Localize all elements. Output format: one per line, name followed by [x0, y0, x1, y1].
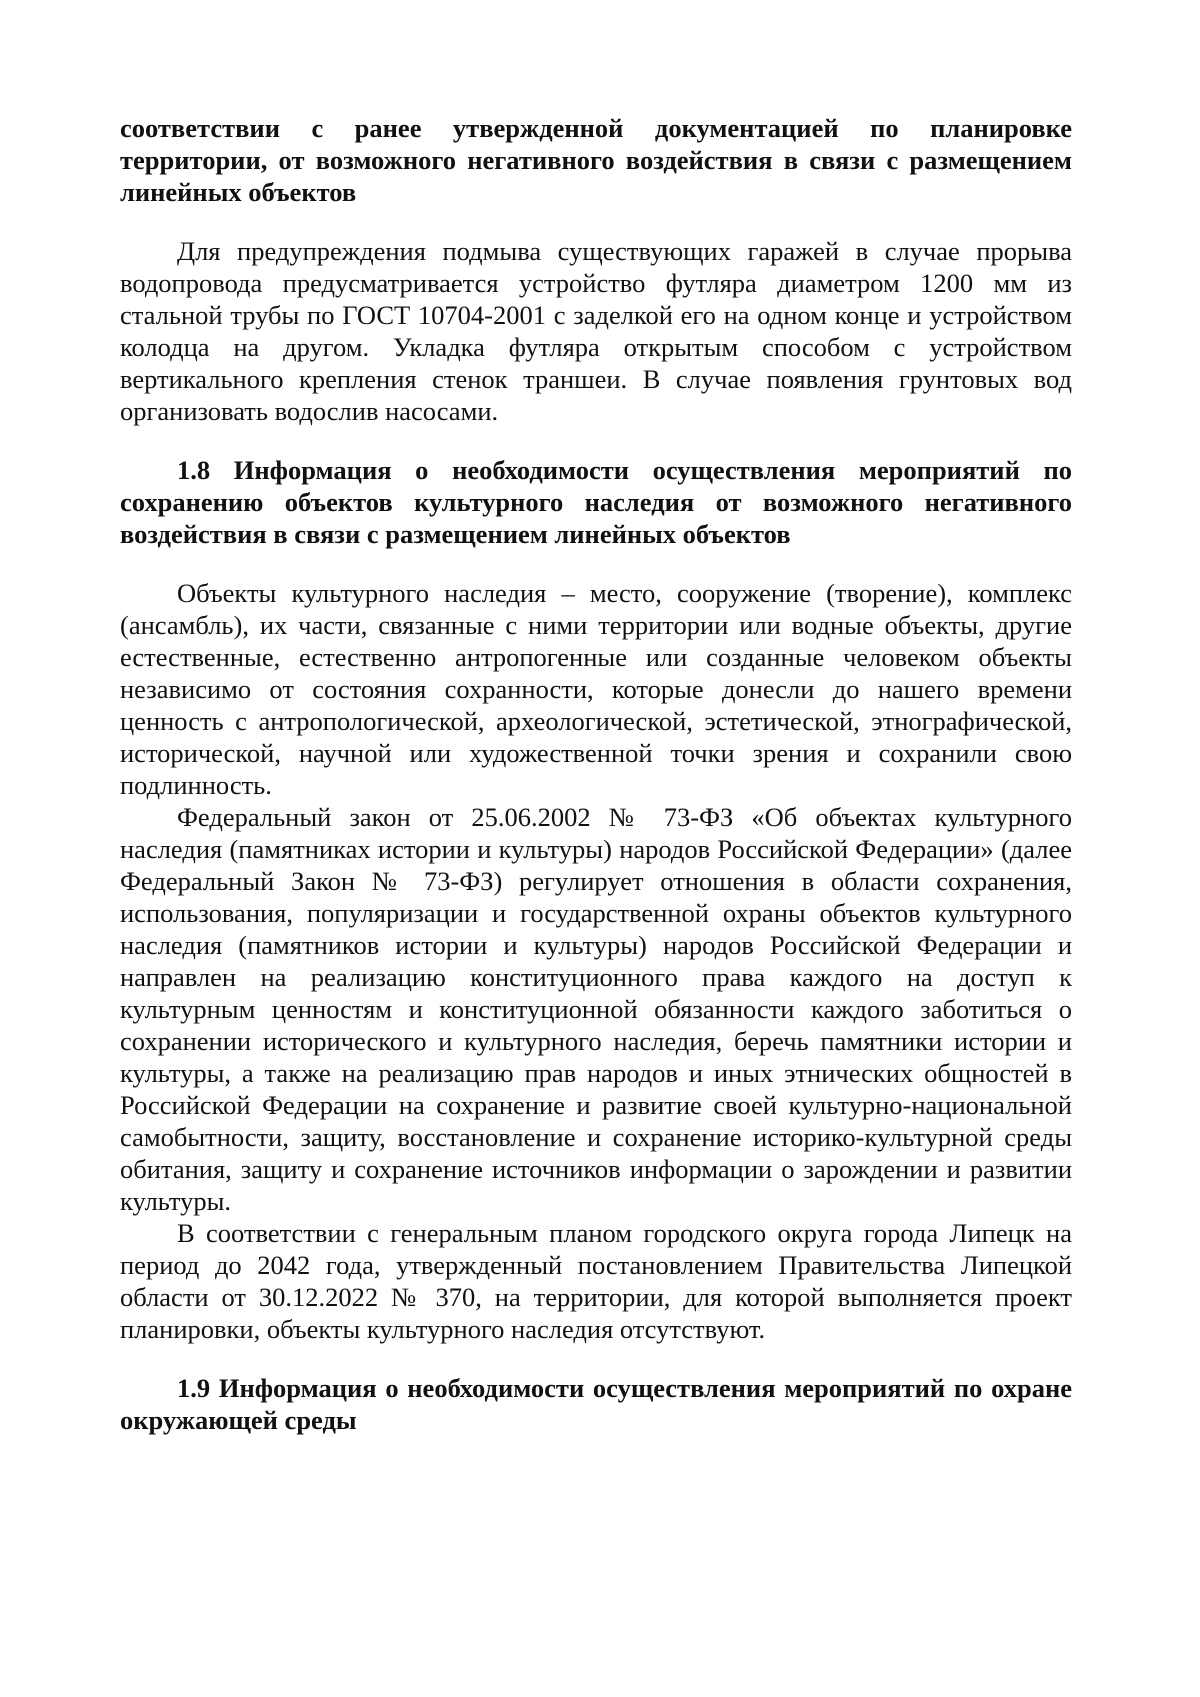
intro-paragraph: Для предупреждения подмыва существующих гаражей в случае прорыва водопровода предусматривается устройство футляра диаметром 1200 мм из стальной трубы по ГОСТ 10704-2001 с заделкой его на одном конце и устройством колодца на другом. Укладка футляра открытым способом с устройством вертикального крепления стенок траншеи. В случае появления грунтовых вод организовать водослив насосами. [120, 236, 1072, 426]
continued-heading: соответствии с ранее утвержденной документацией по планировке территории, от возможного негативного воздействия в связи с размещением линейных объектов [120, 113, 1072, 207]
section-1-8-heading: 1.8 Информация о необходимости осуществления мероприятий по сохранению объектов культурного наследия от возможного негативного воздействия в связи с размещением линейных объектов [120, 455, 1072, 549]
section-1-9-heading: 1.9 Информация о необходимости осуществления мероприятий по охране окружающей среды [120, 1373, 1072, 1435]
section-1-8-paragraph-2: Федеральный закон от 25.06.2002 № 73-ФЗ «Об объектах культурного наследия (памятниках истории и культуры) народов Российской Федерации» (далее Федеральный Закон № 73-ФЗ) регулирует отношения в области сохранения, использования, популяризации и государственной охраны объектов культурного наследия (памятников истории и культуры) народов Российской Федерации и направлен на реализацию конституционного права каждого на доступ к культурным ценностям и конституционной обязанности каждого заботиться о сохранении исторического и культурного наследия, беречь памятники истории и культуры, а также на реализацию прав народов и иных этнических общностей в Российской Федерации на сохранение и развитие своей культурно-национальной самобытности, защиту, восстановление и сохранение историко-культурной среды обитания, защиту и сохранение источников информации о зарождении и развитии культуры. [120, 802, 1072, 1216]
section-1-8-paragraph-1: Объекты культурного наследия – место, сооружение (творение), комплекс (ансамбль), их части, связанные с ними территории или водные объекты, другие естественные, естественно антропогенные или созданные человеком объекты независимо от состояния сохранности, которые донесли до нашего времени ценность с антропологической, археологической, эстетической, этнографической, исторической, научной или художественной точки зрения и сохранили свою подлинность. [120, 578, 1072, 800]
document-page [120, 112, 1072, 1436]
section-1-8-paragraph-3: В соответствии с генеральным планом городского округа города Липецк на период до 2042 года, утвержденный постановлением Правительства Липецкой области от 30.12.2022 № 370, на территории, для которой выполняется проект планировки, объекты культурного наследия отсутствуют. [120, 1218, 1072, 1344]
